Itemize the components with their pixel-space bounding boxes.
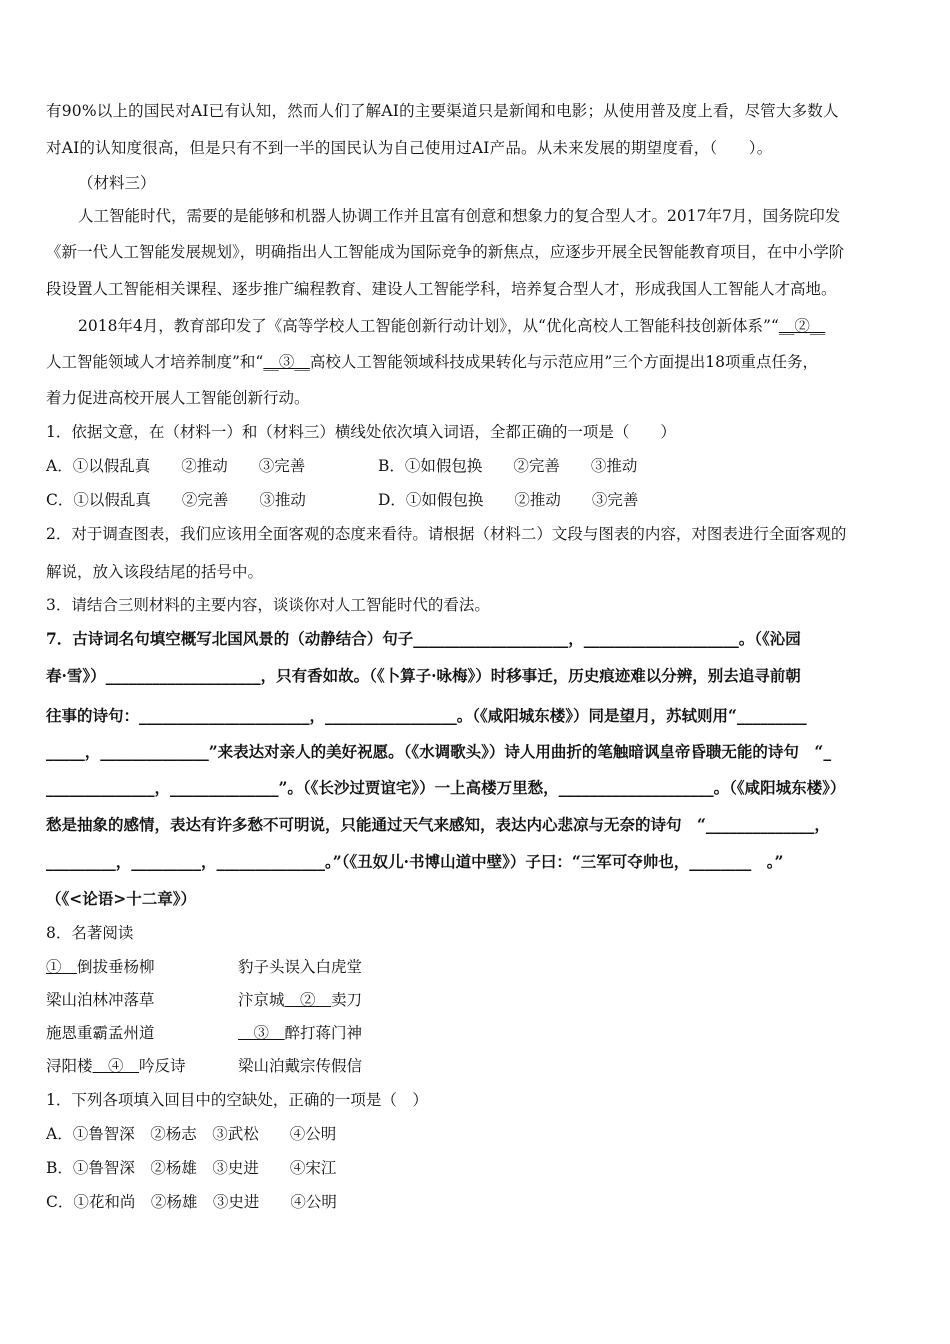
chapter-row-3-left: 施恩重霸孟州道 (46, 1024, 155, 1042)
material3-heading: （材料三） (78, 174, 156, 192)
material3-p2-line-1 (78, 315, 825, 337)
q7-line-5: ______________，______________”。（《长沙过贾谊宅》）一上高楼万里愁，____________________。（《咸阳城东楼》） (46, 778, 846, 797)
blank-4-chapter: ④ (108, 1057, 124, 1075)
chapter-row-2-right: 汴京城 ② 卖刀 (238, 991, 363, 1009)
material3-p2-line-3: 着力促进高校开展人工智能创新行动。 (46, 389, 310, 407)
q7-line-7: _________，_________，______________。”（《丑奴儿·书博山道中壁》）子曰：“三军可夺帅也，________ 。” (46, 852, 784, 871)
q6-1-option-a: A．①以假乱真 ②推动 ③完善 (46, 457, 306, 475)
q7-line-2: 春·雪》）____________________，只有香如故。（《卜算子·咏梅》）时移事迁，历史痕迹难以分辨，别去追寻前朝 (46, 666, 801, 685)
blank-3: __③__ (263, 353, 310, 371)
material3-p2-line-1-text: 2018年4月，教育部印发了《高等学校人工智能创新行动计划》，从“优化高校人工智能科技创新体系”“ (78, 317, 779, 335)
q7-line-4: _____，______________”来表达对亲人的美好祝愿。（《水调歌头》）诗人用曲折的笔触暗讽皇帝昏聩无能的诗句 “_ (46, 742, 832, 761)
q8-1-option-c: C．①花和尚 ②杨雄 ③史进 ④公明 (46, 1193, 337, 1211)
chapter-row-3-right: ③ 醉打蒋门神 (238, 1022, 362, 1044)
chapter-row-4-left: 浔阳楼 ④ 吟反诗 (46, 1057, 186, 1075)
blank-2: __②__ (778, 317, 826, 335)
q6-2-line-1: 2．对于调查图表，我们应该用全面客观的态度来看待。请根据（材料二）文段与图表的内容，对图表进行全面客观的 (46, 525, 847, 543)
material3-p1-line-1: 人工智能时代，需要的是能够和机器人协调工作并且富有创意和想象力的复合型人才。2017年7月，国务院印发 (78, 207, 841, 225)
q6-1-stem: 1．依据文意，在（材料一）和（材料三）横线处依次填入词语，全都正确的一项是（ ） (46, 423, 676, 441)
material2-line-1: 有90%以上的国民对AI已有认知，然而人们了解AI的主要渠道只是新闻和电影；从使用普及度上看，尽管大多数人 (46, 102, 839, 120)
q7-line-3: 往事的诗句：______________________，_________________。（《咸阳城东楼》）同是望月，苏轼则用“_________ (46, 706, 807, 725)
blank-2-chapter: ② (300, 991, 316, 1009)
q8-title: 8．名著阅读 (46, 924, 134, 942)
material3-p2-line-2 (46, 351, 818, 373)
q8-1-option-b: B．①鲁智深 ②杨雄 ③史进 ④宋江 (46, 1159, 337, 1177)
q7-line-1: 7．古诗词名句填空概写北国风景的（动静结合）句子____________________，____________________。（《沁园 (46, 629, 801, 648)
chapter-row-1-left: ① 倒拔垂杨柳 (46, 958, 155, 976)
q6-3-stem: 3．请结合三则材料的主要内容，谈谈你对人工智能时代的看法。 (46, 596, 490, 614)
material2-line-2: 对AI的认知度很高，但是只有不到一半的国民认为自己使用过AI产品。从未来发展的期望度看，（ ）。 (46, 139, 773, 157)
q7-line-6: 愁是抽象的感情，表达有许多愁不可明说，只能通过天气来感知，表达内心悲凉与无奈的诗句 “______________， (46, 815, 830, 834)
q8-1-option-a: A．①鲁智深 ②杨志 ③武松 ④公明 (46, 1125, 337, 1143)
material3-p2-line-2-text-a: 人工智能领域人才培养制度”和“ (46, 353, 264, 371)
chapter-row-4-right: 梁山泊戴宗传假信 (238, 1057, 363, 1075)
q6-1-option-b: B．①如假包换 ②完善 ③推动 (378, 457, 638, 475)
blank-1: ① (46, 958, 62, 976)
q6-1-option-d: D．①如假包换 ②推动 ③完善 (378, 491, 639, 509)
q6-2-line-2: 解说，放入该段结尾的括号中。 (46, 563, 264, 581)
material3-p1-line-2: 《新一代人工智能发展规划》，明确指出人工智能成为国际竞争的新焦点，应逐步开展全民智能教育项目，在中小学阶 (46, 243, 845, 261)
chapter-row-1-right: 豹子头误入白虎堂 (238, 958, 363, 976)
blank-3-chapter: ③ (253, 1024, 270, 1042)
q6-1-option-c: C．①以假乱真 ②完善 ③推动 (46, 491, 306, 509)
q7-line-8: （《<论语>十二章》） (46, 889, 196, 908)
material3-p1-line-3: 段设置人工智能相关课程、逐步推广编程教育、建设人工智能学科，培养复合型人才，形成我国人工智能人才高地。 (46, 280, 837, 298)
material3-p2-line-2-text-b: 高校人工智能领域科技成果转化与示范应用”三个方面提出18项重点任务， (309, 353, 819, 371)
q8-1-stem: 1．下列各项填入回目中的空缺处，正确的一项是（ ） (46, 1091, 428, 1109)
chapter-row-2-left: 梁山泊林冲落草 (46, 991, 155, 1009)
